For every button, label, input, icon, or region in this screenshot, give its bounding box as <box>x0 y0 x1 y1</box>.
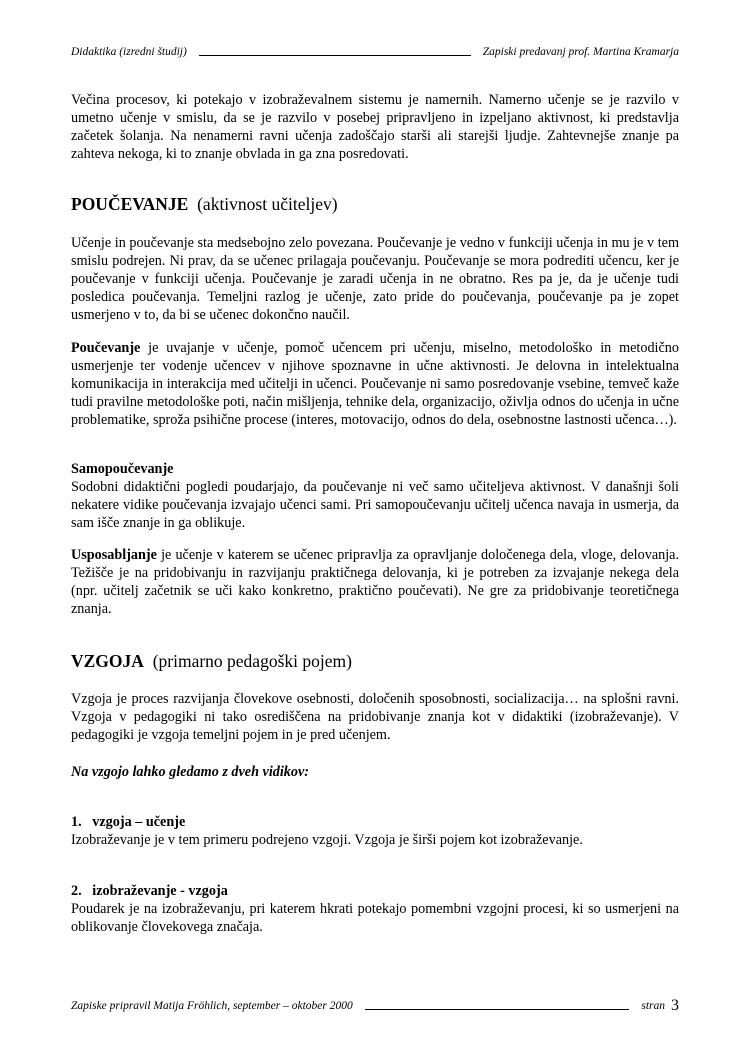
vzgoja-heading <box>71 650 679 672</box>
samopoucevanje-section <box>71 460 679 532</box>
header-left-text: Didaktika (izredni študij) <box>71 46 187 58</box>
intro-section <box>71 91 679 163</box>
page-header <box>71 45 679 59</box>
poucevanje-definition <box>71 339 679 429</box>
item-number: 1. <box>71 814 82 830</box>
item-number: 2. <box>71 883 82 899</box>
footer-rule <box>365 1009 630 1010</box>
poucevanje-paragraph: Učenje in poučevanje sta medsebojno zelo povezana. Poučevanje je vedno v funkciji učenja in mu je v tem smislu podrejen. Ni prav, da se učenec prilagaja poučevanju. Poučevanje se mora podrediti učencu, ker je poučevanje v funkciji učenja. Poučevanje je zaradi učenja in ne obratno. Res pa je, da je učenje tudi posledica poučevanja. Temeljni razlog je učenje, zato pride do poučevanja, poučevanje pa je zopet usmerjeno v to, da bi se učenec dokončno naučil. <box>71 235 679 324</box>
vzgoja-subtitle: (primarno pedagoški pojem) <box>152 651 352 671</box>
header-rule <box>199 55 471 56</box>
item-heading: vzgoja – učenje <box>92 814 186 830</box>
header-right-text: Zapiski predavanj prof. Martina Kramarja <box>482 46 679 58</box>
vzgoja-vidiki <box>71 763 679 781</box>
poucevanje-subtitle: (aktivnost učiteljev) <box>197 194 338 214</box>
vzgoja-vidiki-text: Na vzgojo lahko gledamo z dveh vidikov: <box>71 764 310 780</box>
footer-page-number: 3 <box>671 997 679 1014</box>
vzgoja-item-1 <box>71 813 679 849</box>
samopoucevanje-title: Samopoučevanje <box>71 461 174 477</box>
footer-left-text: Zapiske pripravil Matija Fröhlich, september – oktober 2000 <box>71 1000 353 1012</box>
usposabljanje-term: Usposabljanje <box>71 547 157 563</box>
poucevanje-def-text: je uvajanje v učenje, pomoč učencem pri učenju, miselno, metodološko in metodično usmerjenje ter vodenje učencev v njihove spoznavne in učne aktivnosti. Je delovna in intelektualna komunikacija in interakcija med učitelji in učenci. Poučevanje ni samo posredovanje vsebine, temveč kaže tudi pravilne metodološke poti, način mišljenja, tehnike dela, organizacijo, oživlja odnos do učenja in učne problematike, sproža psihične procese (interes, motovacijo, odnos do dela, osebnostne lastnosti učenca…). <box>71 340 679 429</box>
poucevanje-section <box>71 234 679 324</box>
intro-paragraph: Večina procesov, ki potekajo v izobraževalnem sistemu je namernih. Namerno učenje se je razvilo v umetno učenje v smislu, da se je razvilo v posebej pripravljeno in izpeljano aktivnost, ki predstavlja začetek šolanja. Na nenamerni ravni učenja zadoščajo starši ali starejši ljudje. Zahtevnejše znanje pa zahteva nekoga, ki to znanje obvlada in ga zna posredovati. <box>71 92 679 163</box>
poucevanje-title: POUČEVANJE <box>71 194 189 214</box>
item-text: Izobraževanje je v tem primeru podrejeno vzgoji. Vzgoja je širši pojem kot izobraževanje. <box>71 832 583 849</box>
page-footer <box>71 999 679 1013</box>
usposabljanje-text: je učenje v katerem se učenec pripravlja za opravljanje določenega dela, vloge, delovanja. Težišče je na pridobivanju in razvijanju praktičnega delovanja, ki je potreben za izvajanje nekega dela (npr. učitelj začetnik se uči kako konkretno, praktično poučevati). Ne gre za pridobivanje teoretičnega znanja. <box>71 547 679 618</box>
footer-page-label: stran <box>641 1000 665 1012</box>
samopoucevanje-paragraph: Sodobni didaktični pogledi poudarjajo, da poučevanje ni več samo učiteljeva aktivnost. V današnji šoli nekatere vidike poučevanja izvajajo učenci sami. Pri samopoučevanju učitelj učenca navaja in usmerja, da sam išče znanje in ga oblikuje. <box>71 479 679 532</box>
poucevanje-heading <box>71 193 679 215</box>
vzgoja-section <box>71 690 679 744</box>
poucevanje-def-term: Poučevanje <box>71 340 141 356</box>
vzgoja-item-2 <box>71 882 679 936</box>
vzgoja-paragraph: Vzgoja je proces razvijanja človekove osebnosti, določenih sposobnosti, socializacija… na splošni ravni. Vzgoja v pedagogiki ni tako osrediščena na pridobivanje znanja kot v didaktiki (izobraževanje). V pedagogiki je vzgoja temeljni pojem in je pred učenjem. <box>71 691 679 744</box>
vzgoja-title: VZGOJA <box>71 651 144 671</box>
item-heading: izobraževanje - vzgoja <box>92 883 228 899</box>
usposabljanje-section <box>71 546 679 618</box>
item-text: Poudarek je na izobraževanju, pri katerem hkrati potekajo pomembni vzgojni procesi, ki so usmerjeni na oblikovanje človekovega značaja. <box>71 901 679 936</box>
